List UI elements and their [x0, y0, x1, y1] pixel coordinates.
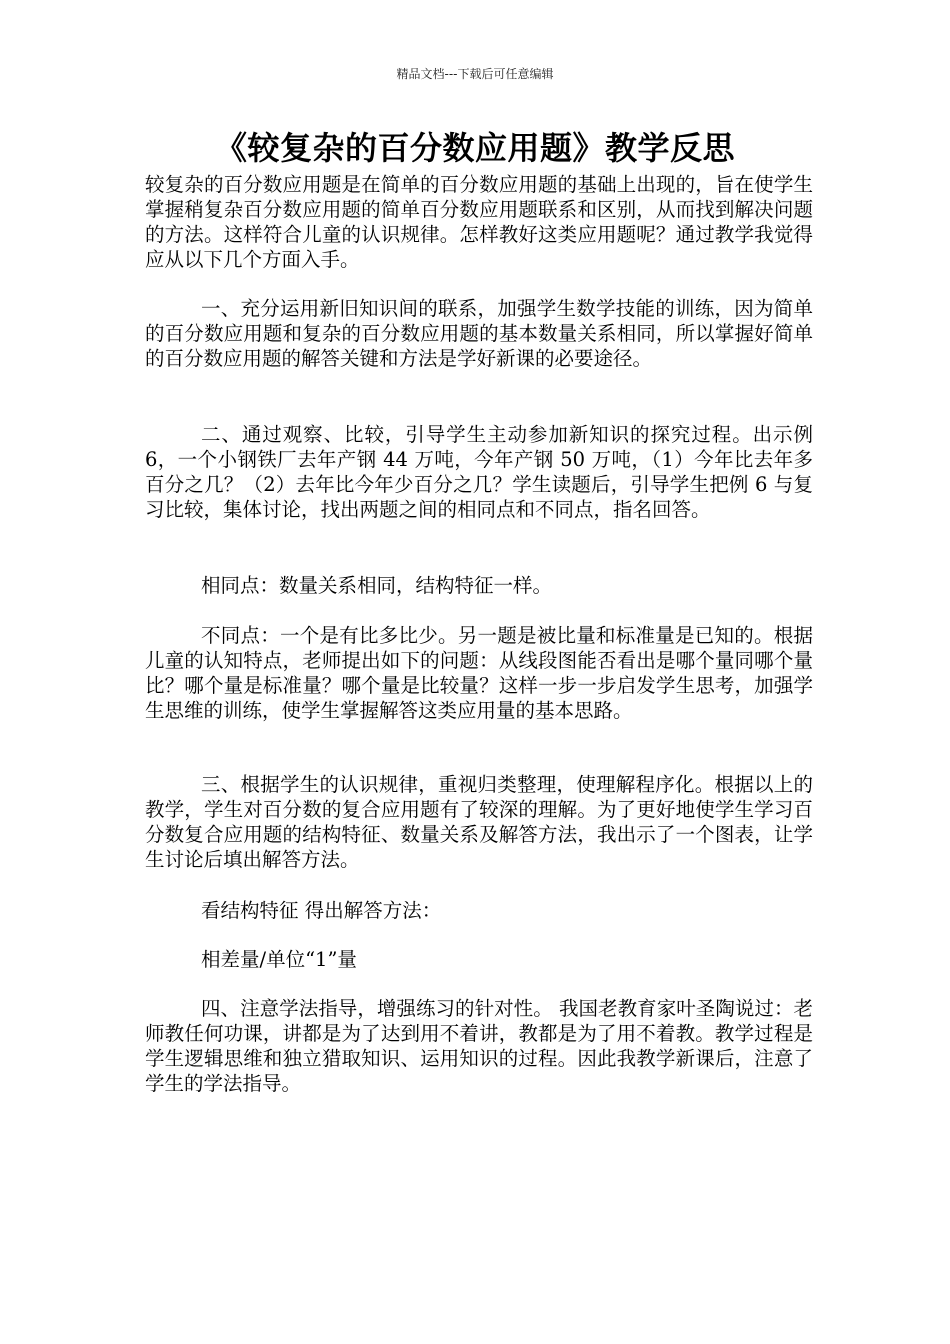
- diff-point-paragraph: 不同点：一个是有比多比少。另一题是被比量和标准量是已知的。根据儿童的认知特点，老师提出如下的问题：从线段图能否看出是哪个量同哪个量比？哪个量是标准量？哪个量是比较量？这样一步一步启发学生思考，加强学生思维的训练，使学生掌握解答这类应用量的基本思路。: [145, 624, 813, 722]
- page-header: 精品文档---下载后可任意编辑: [396, 67, 554, 81]
- section-3-paragraph: 三、根据学生的认识规律，重视归类整理，使理解程序化。根据以上的教学，学生对百分数的复合应用题有了较深的理解。为了更好地使学生学习百分数复合应用题的结构特征、数量关系及解答方法，我出示了一个图表，让学生讨论后填出解答方法。: [145, 773, 813, 871]
- section-2-paragraph: 二、通过观察、比较，引导学生主动参加新知识的探究过程。出示例 6，一个小钢铁厂去年产钢 44 万吨，今年产钢 50 万吨，（1）今年比去年多百分之几？（2）去年比今年少百分之几？学生读题后，引导学生把例 6 与复习比较，集体讨论，找出两题之间的相同点和不同点，指名回答。: [145, 423, 813, 521]
- section-1-paragraph: 一、充分运用新旧知识间的联系，加强学生数学技能的训练，因为简单的百分数应用题和复杂的百分数应用题的基本数量关系相同，所以掌握好简单的百分数应用题的解答关键和方法是学好新课的必要途径。: [145, 297, 813, 370]
- same-point-line: 相同点：数量关系相同，结构特征一样。: [201, 574, 553, 597]
- section-4-paragraph: 四、注意学法指导，增强练习的针对性。 我国老教育家叶圣陶说过：老师教任何功课，讲都是为了达到用不着讲，教都是为了用不着教。教学过程是学生逻辑思维和独立猎取知识、运用知识的过程。因此我教学新课后，注意了学生的学法指导。: [145, 997, 813, 1095]
- table-line-structure: 看结构特征 得出解答方法：: [201, 899, 442, 922]
- document-title: 《较复杂的百分数应用题》教学反思: [214, 129, 735, 167]
- intro-paragraph: 较复杂的百分数应用题是在简单的百分数应用题的基础上出现的，旨在使学生掌握稍复杂百分数应用题的简单百分数应用题联系和区别，从而找到解决问题的方法。这样符合儿童的认识规律。怎样教好这类应用题呢？通过教学我觉得应从以下几个方面入手。: [145, 173, 813, 271]
- table-line-formula: 相差量/单位“1”量: [201, 948, 357, 971]
